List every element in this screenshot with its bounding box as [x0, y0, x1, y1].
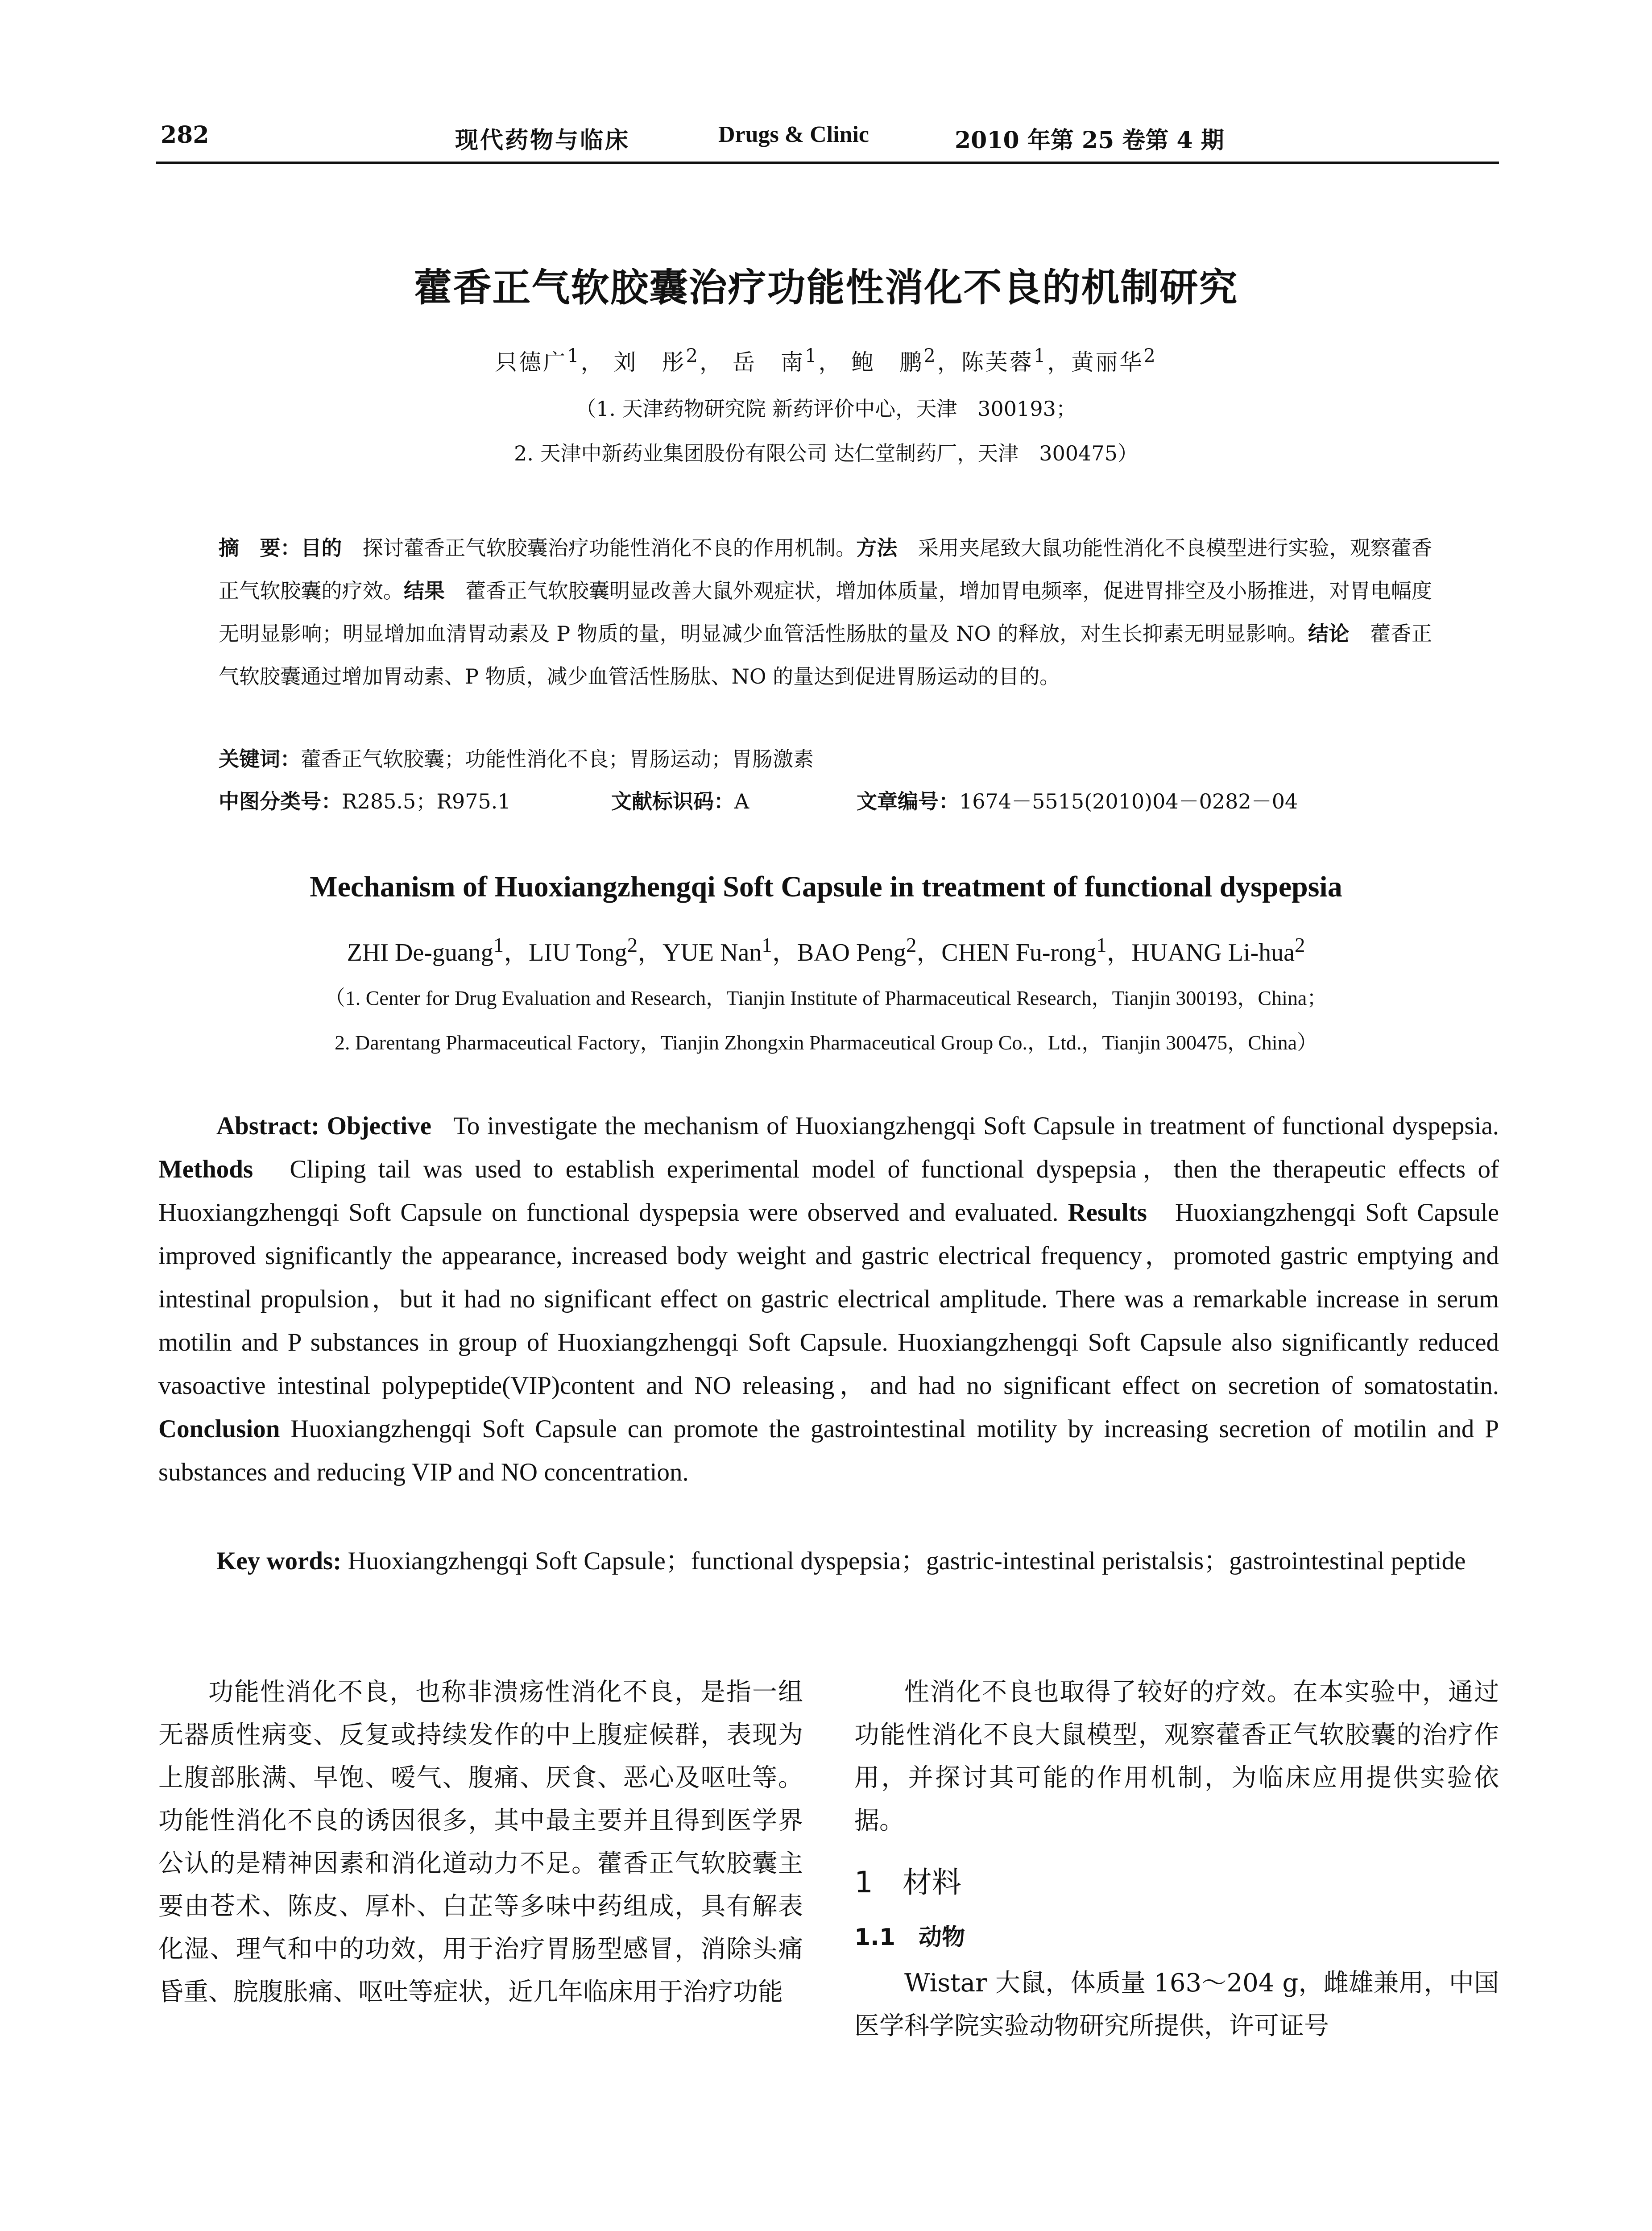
body-column-left [158, 1671, 803, 2014]
author-zh: 鲍 鹏 [851, 349, 924, 375]
issue-info: 2010 年第 25 卷第 4 期 [955, 127, 1224, 154]
results-label-zh: 结果 [403, 579, 445, 603]
journal-page: 282 现代药物与临床 Drugs & Clinic 2010 年第 25 卷第 4 期 藿香正气软胶囊治疗功能性消化不良的机制研究 只德广$^1$， 刘 彤$^2$， 岳 南$^1$， 鲍 鹏$^2$，陈芙蓉$^1$，黄丽华$^2$ （1. 天津药物研究院 新药评价中心，天津 300193； 2. 天津中新药业集团股份有限公司 达仁堂制药厂，天津 300475） 摘 要：目的 探讨藿香正气软胶囊治疗功能性消化不良的作用机制。方法 采用夹尾致大鼠功能性消化不良模型进行实验，观察藿香正气软胶囊的疗效。结果 藿香正气软胶囊明显改善大鼠外观症状，增加体质量，增加胃电频率，促进胃排空及小肠推进，对胃电幅度无明显影响；明显增加血清胃动素及 P 物质的量，明显减少血管活性肠肽的量及 NO 的释放，对生长抑素无明显影响。结论 藿香正气软胶囊通过增加胃动素、P 物质，减少血管活性肠肽、NO 的量达到促进胃肠运动的目的。 关键词：藿香正气软胶囊；功能性消化不良；胃肠运动；胃肠激素 中图分类号：R285.5；R975.1 文献标识码：A 文章编号：1674－5515(2010)04－0282－04 Mechanism of Huoxiangzhengqi Soft Capsule in treatment of functional dyspepsia ZHI De-guang$^1$，LIU Tong$^2$，YUE Nan$^1$，BAO Peng$^2$，CHEN Fu-rong$^1$，HUANG Li-hua$^2$ （1. Center for Drug Evaluation and Research，Tianjin Institute of Pharmaceutical Research，Tianjin 300193，China； 2. Darentang Pharmaceutical Factory，Tianjin Zhongxin Pharmaceutical Group Co.，Ltd.，Tianjin 300475，China） Abstract: Objective To investigate the mechanism of Huoxiangzhengqi Soft Capsule in treatment of functional dyspepsia. Methods Cliping tail was used to establish experimental model of functional dyspepsia，then the therapeutic effects of Huoxiangzhengqi Soft Capsule on functional dyspepsia were observed and evaluated. Results Huoxiangzhengqi Soft Capsule improved significantly the appearance, increased body weight and gastric electrical frequency，promoted gastric emptying and intestinal propulsion，but it had no significant effect on gastric electrical amplitude. There was a remarkable increase in serum motilin and P substances in group of Huoxiangzhengqi Soft Capsule. Huoxiangzhengqi Soft Capsule also significantly reduced vasoactive intestinal polypeptide(VIP)content and NO releasing，and had no significant effect on secretion of somatostatin. Conclusion Huoxiangzhengqi Soft Capsule can promote the gastrointestinal motility by increasing secretion of motilin and P substances and reducing VIP and NO concentration. Key words: Huoxiangzhengqi Soft Capsule；functional dyspepsia；gastric-intestinal peristalsis；gastrointestinal peptide 功能性消化不良，也称非溃疡性消化不良，是指一组无器质性病变、反复或持续发作的中上腹症候群，表现为上腹部胀满、早饱、嗳气、腹痛、厌食、恶心及呕吐等。功能性消化不良的诱因很多，其中最主要并且得到医学界公认的是精神因素和消化道动力不足。藿香正气软胶囊主要由苍术、陈皮、厚朴、白芷等多味中药组成，具有解表化湿、理气和中的功效，用于治疗胃肠型感冒，消除头痛昏重、脘腹胀痛、呕吐等症状，近几年临床用于治疗功能 性消化不良也取得了较好的疗效。在本实验中，通过功能性消化不良大鼠模型，观察藿香正气软胶囊的治疗作用，并探讨其可能的作用机制，为临床应用提供实验依据。 1 材料 1.1 动物 Wistar 大鼠，体质量 163～204 g，雌雄兼用，中国医学科学院实验动物研究所提供，许可证号 [0, 0, 1652, 2231]
author-zh: 黄丽华 [1071, 349, 1144, 375]
author-zh: 只德广 [495, 349, 567, 375]
section-heading: 1 材料 [854, 1865, 961, 1899]
body-paragraph: 功能性消化不良，也称非溃疡性消化不良，是指一组无器质性病变、反复或持续发作的中上腹症候群，表现为上腹部胀满、早饱、嗳气、腹痛、厌食、恶心及呕吐等。功能性消化不良的诱因很多，其中最主要并且得到医学界公认的是精神因素和消化道动力不足。藿香正气软胶囊主要由苍术、陈皮、厚朴、白芷等多味中药组成，具有解表化湿、理气和中的功效，用于治疗胃肠型感冒，消除头痛昏重、脘腹胀痛、呕吐等症状，近几年临床用于治疗功能 [158, 1678, 803, 2007]
objective-label-zh: 目的 [301, 536, 342, 560]
article-title-zh: 藿香正气软胶囊治疗功能性消化不良的机制研究 [414, 265, 1238, 310]
body-paragraph: Wistar 大鼠，体质量 163～204 g，雌雄兼用，中国医学科学院实验动物研究所提供，许可证号 [854, 1969, 1499, 2040]
keywords-en: Key words: Huoxiangzhengqi Soft Capsule；functional dyspepsia；gastric-intestinal peristalsis；gastrointestinal peptide [216, 1547, 1466, 1575]
body-column-right [854, 1671, 1499, 2048]
keywords-zh: 关键词：藿香正气软胶囊；功能性消化不良；胃肠运动；胃肠激素 [219, 747, 814, 771]
conclusion-label-zh: 结论 [1308, 622, 1350, 646]
author-list-zh: 只德广$^1$， 刘 彤$^2$， 岳 南$^1$， 鲍 鹏$^2$，陈芙蓉$^1$，黄丽华$^2$ [495, 344, 1157, 375]
abstract-label-zh: 摘 要： [219, 536, 301, 560]
running-header [161, 121, 1503, 157]
journal-title-en: Drugs & Clinic [718, 122, 869, 147]
subsection-heading: 1.1 动物 [854, 1924, 965, 1951]
abstract-zh: 摘 要：目的 探讨藿香正气软胶囊治疗功能性消化不良的作用机制。方法 采用夹尾致大鼠功能性消化不良模型进行实验，观察藿香正气软胶囊的疗效。结果 藿香正气软胶囊明显改善大鼠外观症状，增加体质量，增加胃电频率，促进胃排空及小肠推进，对胃电幅度无明显影响；明显增加血清胃动素及 P 物质的量，明显减少血管活性肠肽的量及 NO 的释放，对生长抑素无明显影响。结论 藿香正气软胶囊通过增加胃动素、P 物质，减少血管活性肠肽、NO 的量达到促进胃肠运动的目的。 [219, 536, 1433, 688]
author-zh: 刘 彤 [613, 349, 686, 375]
abstract-en: Abstract: Objective To investigate the mechanism of Huoxiangzhengqi Soft Capsule in treatment of functional dyspepsia. Methods Cliping tail was used to establish experimental model of functional dyspepsia，then the therapeutic effects of Huoxiangzhengqi Soft Capsule on functional dyspepsia were observed and evaluated. Results Huoxiangzhengqi Soft Capsule improved significantly the appearance, increased body weight and gastric electrical frequency，promoted gastric emptying and intestinal propulsion，but it had no significant effect on gastric electrical amplitude. There was a remarkable increase in serum motilin and P substances in group of Huoxiangzhengqi Soft Capsule. Huoxiangzhengqi Soft Capsule also significantly reduced vasoactive intestinal polypeptide(VIP)content and NO releasing，and had no significant effect on secretion of somatostatin. Conclusion Huoxiangzhengqi Soft Capsule can promote the gastrointestinal motility by increasing secretion of motilin and P substances and reducing VIP and NO concentration. [158, 1112, 1499, 1486]
page-number: 282 [161, 121, 209, 149]
affiliation-zh-1: （1. 天津药物研究院 新药评价中心，天津 300193； [576, 397, 1076, 421]
affiliation-zh-2: 2. 天津中新药业集团股份有限公司 达仁堂制药厂，天津 300475） [514, 441, 1138, 465]
affiliation-en-2: 2. Darentang Pharmaceutical Factory，Tianjin Zhongxin Pharmaceutical Group Co.，Ltd.，Tianjin 300475，China） [335, 1031, 1317, 1054]
author-zh: 岳 南 [732, 349, 805, 375]
author-list-en: ZHI De-guang$^1$，LIU Tong$^2$，YUE Nan$^1$，BAO Peng$^2$，CHEN Fu-rong$^1$，HUANG Li-hua$^2$ [347, 933, 1305, 966]
header-rule [156, 162, 1499, 164]
body-paragraph: 性消化不良也取得了较好的疗效。在本实验中，通过功能性消化不良大鼠模型，观察藿香正气软胶囊的治疗作用，并探讨其可能的作用机制，为临床应用提供实验依据。 [854, 1678, 1499, 1835]
author-zh: 陈芙蓉 [961, 349, 1034, 375]
journal-title-cn: 现代药物与临床 [455, 127, 630, 154]
affiliation-en-1: （1. Center for Drug Evaluation and Research，Tianjin Institute of Pharmaceutical Research，Tianjin 300193，China； [324, 987, 1328, 1009]
methods-label-zh: 方法 [856, 536, 898, 560]
article-title-en: Mechanism of Huoxiangzhengqi Soft Capsule in treatment of functional dyspepsia [310, 871, 1342, 903]
